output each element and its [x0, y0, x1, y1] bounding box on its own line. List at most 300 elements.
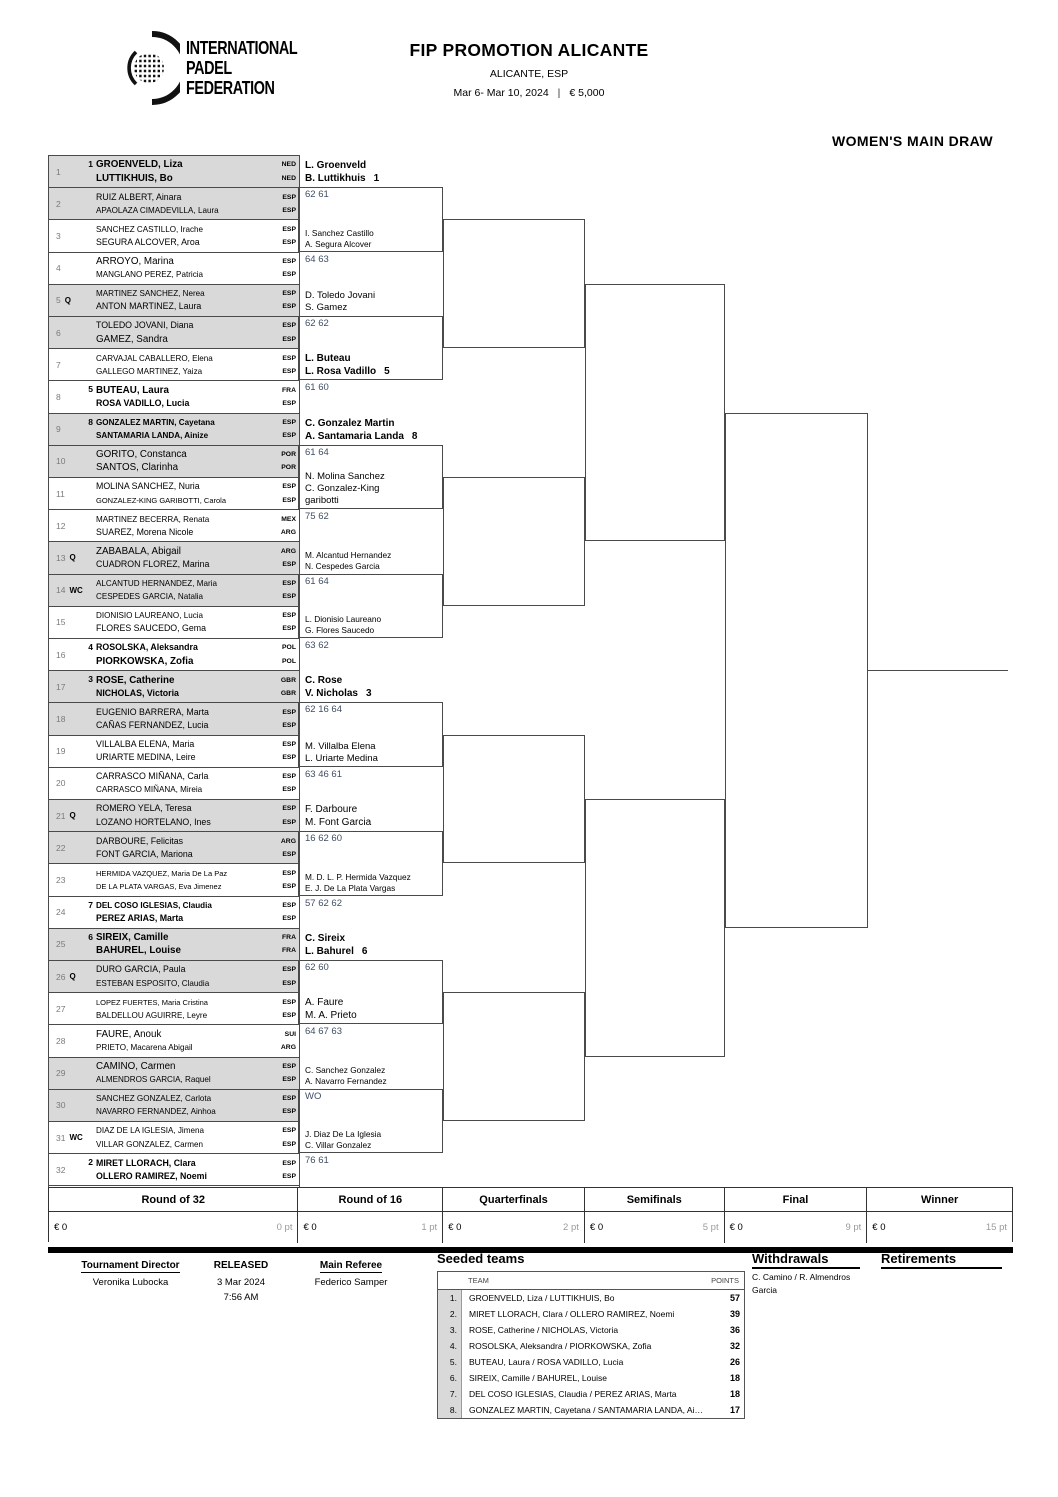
match-score: 64 67 63 — [305, 1026, 342, 1038]
r16-team — [305, 614, 457, 636]
country-codes — [274, 671, 299, 702]
country-code: ESP — [282, 257, 296, 265]
seed-number: 2 — [88, 1157, 93, 1168]
entry-number-cell — [49, 607, 96, 638]
country-codes — [274, 993, 299, 1024]
entry-number: 13 — [56, 552, 66, 563]
country-code: ESP — [282, 1127, 296, 1135]
player-name: CAMINO, Carmen — [96, 1060, 176, 1072]
r16-player-name: M. A. Prieto — [305, 1010, 357, 1022]
player-name: BUTEAU, Laura — [96, 384, 169, 396]
country-codes — [274, 220, 299, 251]
country-code: ESP — [282, 901, 296, 909]
r16-team — [305, 159, 457, 185]
country-code: ESP — [282, 1140, 296, 1148]
player-name: OLLERO RAMIREZ, Noemi — [96, 1170, 207, 1181]
player-name: SUAREZ, Morena Nicole — [96, 526, 194, 537]
seed-number: 7 — [88, 899, 93, 910]
legend-points: 5 pt — [702, 1222, 719, 1233]
country-codes — [274, 897, 299, 928]
seeded-team-row — [438, 1370, 744, 1386]
team-names — [96, 285, 274, 316]
withdrawals-heading: Withdrawals — [752, 1251, 829, 1266]
seeded-team-name: GONZALEZ MARTIN, Cayetana / SANTAMARIA LANDA, Ai… — [469, 1405, 703, 1415]
entry-number-cell — [49, 864, 96, 895]
r16-player-name: C. Sanchez Gonzalez — [305, 1064, 386, 1075]
r16-team — [305, 550, 457, 572]
r16-player-name: A. Santamaria Landa 8 — [305, 430, 418, 442]
player-name: ROMERO YELA, Teresa — [96, 803, 192, 814]
team-names — [96, 736, 274, 767]
player-name: ESTEBAN ESPOSITO, Claudia — [96, 978, 210, 988]
entry-number: 18 — [56, 713, 66, 724]
points-column-label: POINTS — [711, 1276, 739, 1285]
entry-number-cell — [49, 1025, 96, 1056]
country-codes — [274, 607, 299, 638]
legend-prize: € 0 — [303, 1222, 317, 1233]
r32-team-row — [49, 897, 299, 929]
entry-marker: Q — [69, 811, 76, 821]
r16-player-name: F. Darboure — [305, 804, 358, 816]
country-code: ESP — [282, 367, 296, 375]
seeded-team-name: GROENVELD, Liza / LUTTIKHUIS, Bo — [469, 1293, 615, 1303]
country-code: POR — [281, 464, 296, 472]
r16-player-name: A. Segura Alcover — [305, 238, 372, 249]
seed-rank: 1. — [438, 1290, 462, 1306]
entry-number: 12 — [56, 520, 66, 531]
legend-prize: € 0 — [872, 1222, 886, 1233]
country-code: GBR — [280, 676, 296, 684]
country-code: ESP — [282, 290, 296, 298]
player-name: BALDELLOU AGUIRRE, Leyre — [96, 1010, 208, 1020]
team-names — [96, 832, 274, 863]
entry-number-cell — [49, 1122, 96, 1153]
legend-round-name: Final — [725, 1188, 867, 1212]
r32-team-row — [49, 832, 299, 864]
withdrawals-list: C. Camino / R. Almendros Garcia — [752, 1272, 851, 1295]
country-code: ESP — [282, 193, 296, 201]
seeded-team-name: ROSE, Catherine / NICHOLAS, Victoria — [469, 1325, 619, 1335]
tournament-location: ALICANTE, ESP — [489, 68, 569, 80]
country-code: ESP — [282, 786, 296, 794]
r16-player-name: M. Font Garcia — [305, 817, 372, 829]
player-name: GALLEGO MARTINEZ, Yaiza — [96, 366, 203, 376]
team-names — [96, 671, 274, 702]
r16-player-name: C. Gonzalez-King — [305, 483, 380, 495]
team-names — [96, 317, 274, 348]
entry-number: 28 — [56, 1035, 66, 1046]
country-codes — [274, 1090, 299, 1121]
r32-team-row — [49, 317, 299, 349]
team-names — [96, 897, 274, 928]
quarterfinal-match-box — [443, 735, 585, 864]
team-names — [96, 349, 274, 380]
entry-number-cell — [49, 961, 96, 992]
country-code: FRA — [282, 947, 296, 955]
country-code: ESP — [282, 593, 296, 601]
divider-bar — [48, 1247, 1013, 1253]
seeded-team-points: 18 — [729, 1389, 740, 1399]
legend-round-column — [298, 1188, 443, 1243]
country-code: ESP — [282, 612, 296, 620]
player-name: HERMIDA VAZQUEZ, Maria De La Paz — [96, 868, 228, 878]
country-codes — [274, 864, 299, 895]
entry-number: 30 — [56, 1100, 66, 1111]
r16-player-name: S. Gamez — [305, 302, 348, 313]
match-score: 62 61 — [305, 189, 329, 201]
seed-number: 8 — [88, 416, 93, 427]
seeded-team-row — [438, 1290, 744, 1306]
separator: | — [557, 87, 561, 99]
r16-player-name: L. Rosa Vadillo 5 — [305, 366, 390, 378]
entry-number: 20 — [56, 778, 66, 789]
prize-money: € 5,000 — [569, 87, 605, 99]
player-name: SANTOS, Clarinha — [96, 462, 179, 474]
r32-team-row — [49, 510, 299, 542]
seeded-team-row — [438, 1306, 744, 1322]
team-names — [96, 703, 274, 734]
entry-number: 6 — [56, 327, 61, 338]
player-name: GROENVELD, Liza — [96, 159, 183, 171]
entry-number: 2 — [56, 198, 61, 209]
player-name: FONT GARCIA, Mariona — [96, 848, 193, 859]
team-names — [96, 864, 274, 895]
entry-number: 10 — [56, 456, 66, 467]
country-code: ESP — [282, 1172, 296, 1180]
seed-number: 4 — [88, 642, 93, 652]
country-code: ESP — [282, 354, 296, 362]
player-name: DARBOURE, Felicitas — [96, 835, 184, 846]
team-names — [96, 1058, 274, 1089]
country-code: ESP — [282, 432, 296, 440]
player-name: CARVAJAL CABALLERO, Elena — [96, 353, 213, 363]
player-name: CAÑAS FERNANDEZ, Lucia — [96, 719, 209, 730]
country-code: ESP — [282, 708, 296, 716]
country-code: ESP — [282, 418, 296, 426]
country-code: GBR — [280, 689, 296, 697]
match-score: 16 62 60 — [305, 833, 342, 845]
r16-team — [305, 352, 457, 378]
country-code: ARG — [280, 547, 296, 555]
player-name: PIORKOWSKA, Zofia — [96, 655, 194, 667]
country-codes — [274, 542, 299, 573]
match-score: 57 62 62 — [305, 897, 342, 909]
tournament-director-block — [58, 1255, 203, 1288]
player-name: SEGURA ALCOVER, Aroa — [96, 236, 200, 247]
player-name: ROSE, Catherine — [96, 674, 175, 686]
r16-player-name: V. Nicholas 3 — [305, 688, 372, 700]
legend-points: 1 pt — [421, 1222, 438, 1233]
entry-number: 7 — [56, 359, 61, 370]
r16-player-name: L. Buteau — [305, 353, 351, 365]
match-score: 63 62 — [305, 640, 329, 651]
country-codes — [274, 961, 299, 992]
legend-points: 2 pt — [563, 1222, 579, 1233]
country-codes — [274, 832, 299, 863]
legend-prize: € 0 — [448, 1222, 462, 1233]
entry-number: 15 — [56, 617, 66, 628]
entry-number: 25 — [56, 939, 66, 950]
r16-team — [305, 1065, 457, 1087]
r32-team-row — [49, 736, 299, 768]
match-score: 61 64 — [305, 575, 329, 587]
team-names — [96, 768, 274, 799]
player-name: APAOLAZA CIMADEVILLA, Laura — [96, 205, 219, 215]
r32-team-row — [49, 1122, 299, 1154]
country-code: ESP — [282, 303, 296, 311]
country-code: ESP — [282, 1095, 296, 1103]
player-name: ROSA VADILLO, Lucia — [96, 397, 190, 408]
r32-team-row — [49, 575, 299, 607]
rounds-legend — [48, 1187, 1013, 1242]
country-codes — [274, 188, 299, 219]
country-codes — [274, 1058, 299, 1089]
country-codes — [274, 478, 299, 509]
r16-player-name: M. D. L. P. Hermida Vazquez — [305, 871, 411, 882]
seed-rank: 2. — [438, 1306, 462, 1322]
team-names — [96, 1025, 274, 1056]
r16-team — [305, 228, 457, 250]
released-label: RELEASED — [213, 1260, 269, 1271]
team-names — [96, 414, 274, 445]
country-code: ARG — [280, 528, 296, 536]
country-code: FRA — [282, 934, 296, 942]
country-code: ESP — [282, 1159, 296, 1167]
entry-number-cell — [49, 285, 96, 316]
country-code: ESP — [282, 1011, 296, 1019]
entry-number-cell — [49, 510, 96, 541]
r16-player-name: I. Sanchez Castillo — [305, 227, 374, 238]
tournament-dates-prize — [0, 87, 1058, 99]
entry-number-cell — [49, 253, 96, 284]
r32-team-row — [49, 188, 299, 220]
entry-number-cell — [49, 542, 96, 573]
main-referee-name: Federico Samper — [314, 1277, 388, 1288]
country-code: ESP — [282, 1076, 296, 1084]
r32-team-row — [49, 607, 299, 639]
country-code: ESP — [282, 869, 296, 877]
r16-team — [305, 741, 457, 765]
r32-team-row — [49, 381, 299, 413]
r32-team-row — [49, 1090, 299, 1122]
seeded-team-points: 17 — [729, 1405, 740, 1415]
player-name: MANGLANO PEREZ, Patricia — [96, 270, 204, 280]
retirements-heading: Retirements — [881, 1251, 957, 1266]
seed-rank: 8. — [438, 1402, 462, 1418]
legend-round-column — [443, 1188, 585, 1243]
country-code: POR — [281, 451, 296, 459]
entry-number-cell — [49, 929, 96, 960]
country-code: NED — [281, 174, 296, 182]
legend-points: 0 pt — [276, 1222, 293, 1233]
r16-player-name: C. Sireix — [305, 933, 346, 944]
seed-rank: 5. — [438, 1354, 462, 1370]
legend-round-column — [49, 1188, 298, 1243]
player-name: EUGENIO BARRERA, Marta — [96, 706, 209, 717]
entry-number-cell — [49, 897, 96, 928]
seeded-team-name: ROSOLSKA, Aleksandra / PIORKOWSKA, Zofia — [469, 1341, 652, 1351]
r32-team-row — [49, 446, 299, 478]
player-name: VILLAR GONZALEZ, Carmen — [96, 1139, 204, 1149]
player-name: ALCANTUD HERNANDEZ, Maria — [96, 578, 217, 588]
r16-player-name: E. J. De La Plata Vargas — [305, 882, 396, 893]
entry-number: 11 — [56, 488, 65, 499]
entry-number-cell — [49, 349, 96, 380]
country-code: ESP — [282, 225, 296, 233]
player-name: MIRET LLORACH, Clara — [96, 1157, 196, 1168]
legend-round-column — [867, 1188, 1012, 1243]
r32-team-row — [49, 929, 299, 961]
r32-team-row — [49, 253, 299, 285]
player-name: SANCHEZ GONZALEZ, Carlota — [96, 1094, 212, 1104]
r16-seed: 1 — [373, 173, 380, 185]
legend-round-column — [585, 1188, 725, 1243]
player-name: DURO GARCIA, Paula — [96, 964, 186, 975]
entry-marker: Q — [64, 295, 71, 305]
entry-number-cell — [49, 703, 96, 734]
r16-team — [305, 290, 457, 314]
country-code: POL — [282, 644, 296, 652]
country-codes — [274, 381, 299, 412]
player-name: TOLEDO JOVANI, Diana — [96, 320, 194, 331]
legend-prize: € 0 — [54, 1222, 68, 1233]
entry-number: 32 — [56, 1164, 66, 1175]
entry-number-cell — [49, 671, 96, 702]
country-code: ESP — [282, 818, 296, 826]
entry-number: 22 — [56, 842, 66, 853]
country-code: ESP — [282, 496, 296, 504]
player-name: ANTON MARTINEZ, Laura — [96, 301, 202, 312]
country-code: ESP — [282, 560, 296, 568]
entry-marker: WC — [69, 1133, 83, 1143]
entry-number-cell — [49, 478, 96, 509]
entry-number: 5 — [56, 295, 61, 306]
seeded-table-header — [438, 1272, 744, 1290]
ipf-logo-text: INTERNATIONAL PADEL FEDERATION — [186, 38, 298, 98]
team-column-label: TEAM — [468, 1276, 489, 1285]
r16-player-name: M. Villalba Elena — [305, 740, 376, 752]
entry-number: 8 — [56, 391, 61, 402]
country-codes — [274, 446, 299, 477]
country-code: ESP — [282, 915, 296, 923]
team-names — [96, 993, 274, 1024]
r16-player-name: M. Alcantud Hernandez — [305, 549, 392, 560]
country-code: POL — [282, 657, 296, 665]
entry-number-cell — [49, 156, 96, 187]
seeded-team-row — [438, 1354, 744, 1370]
r32-team-row — [49, 1058, 299, 1090]
entry-number: 27 — [56, 1003, 66, 1014]
country-codes — [274, 639, 299, 670]
released-time: 7:56 AM — [223, 1292, 259, 1303]
country-code: ESP — [282, 335, 296, 343]
player-name: NAVARRO FERNANDEZ, Ainhoa — [96, 1107, 216, 1117]
r16-player-name: N. Molina Sanchez — [305, 471, 385, 483]
r16-player-name: L. Bahurel 6 — [305, 946, 368, 957]
country-codes — [274, 1154, 299, 1185]
r32-team-row — [49, 864, 299, 896]
player-name: VILLALBA ELENA, Maria — [96, 738, 195, 749]
country-code: ESP — [282, 483, 296, 491]
team-names — [96, 253, 274, 284]
seeded-team-points: 32 — [729, 1341, 740, 1351]
header — [0, 40, 1058, 99]
player-name: LOZANO HORTELANO, Ines — [96, 816, 211, 827]
entry-number-cell — [49, 639, 96, 670]
team-names — [96, 510, 274, 541]
tournament-director-label: Tournament Director — [81, 1260, 180, 1271]
r16-seed: 6 — [361, 946, 368, 957]
entry-number-cell — [49, 317, 96, 348]
player-name: LUTTIKHUIS, Bo — [96, 172, 173, 184]
team-names — [96, 607, 274, 638]
released-date: 3 Mar 2024 — [216, 1277, 266, 1288]
country-code: ESP — [282, 238, 296, 246]
country-code: ESP — [282, 754, 296, 762]
entry-number: 24 — [56, 907, 66, 918]
legend-prize: € 0 — [589, 1222, 604, 1233]
match-score: 62 16 64 — [305, 704, 342, 716]
player-name: GONZALEZ-KING GARIBOTTI, Carola — [96, 495, 227, 505]
country-code: ESP — [282, 322, 296, 330]
country-codes — [274, 156, 299, 187]
country-code: ESP — [282, 206, 296, 214]
country-code: ESP — [282, 966, 296, 974]
player-name: ALMENDROS GARCIA, Raquel — [96, 1075, 211, 1085]
entry-number-cell — [49, 800, 96, 831]
entry-number-cell — [49, 220, 96, 251]
r32-team-row — [49, 703, 299, 735]
country-code: ARG — [280, 1043, 296, 1051]
team-names — [96, 1154, 274, 1185]
entry-number-cell — [49, 832, 96, 863]
entry-number: 21 — [56, 810, 66, 821]
country-codes — [274, 510, 299, 541]
country-code: ESP — [282, 882, 296, 890]
entry-number-cell — [49, 1154, 96, 1185]
seed-number: 5 — [88, 384, 93, 395]
entry-number: 3 — [56, 230, 61, 241]
r32-team-row — [49, 639, 299, 671]
r16-player-name: A. Navarro Fernandez — [305, 1075, 387, 1086]
r16-player-name: L. Uriarte Medina — [305, 752, 378, 764]
team-names — [96, 220, 274, 251]
r16-team — [305, 417, 457, 443]
r16-team — [305, 1129, 457, 1151]
player-name: CARRASCO MIÑANA, Mireia — [96, 785, 203, 795]
player-name: ZABABALA, Abigail — [96, 545, 181, 557]
r16-player-name: C. Rose — [305, 675, 343, 687]
player-name: DIONISIO LAUREANO, Lucia — [96, 611, 204, 621]
r32-team-row — [49, 671, 299, 703]
seeded-team-name: SIREIX, Camille / BAHUREL, Louise — [469, 1373, 607, 1383]
player-name: ARROYO, Marina — [96, 255, 174, 267]
country-code: ESP — [282, 740, 296, 748]
seeded-team-points: 26 — [729, 1357, 740, 1367]
country-code: MEX — [281, 515, 296, 523]
country-code: NED — [281, 161, 296, 169]
match-score: 62 60 — [305, 962, 329, 973]
r32-team-row — [49, 156, 299, 188]
entry-number: 23 — [56, 874, 66, 885]
player-name: DEL COSO IGLESIAS, Claudia — [96, 900, 212, 910]
player-name: PEREZ ARIAS, Marta — [96, 913, 184, 924]
match-score: 62 62 — [305, 318, 329, 329]
entry-number-cell — [49, 1090, 96, 1121]
team-names — [96, 446, 274, 477]
entry-number: 4 — [56, 263, 61, 274]
player-name: RUIZ ALBERT, Ainara — [96, 191, 182, 202]
